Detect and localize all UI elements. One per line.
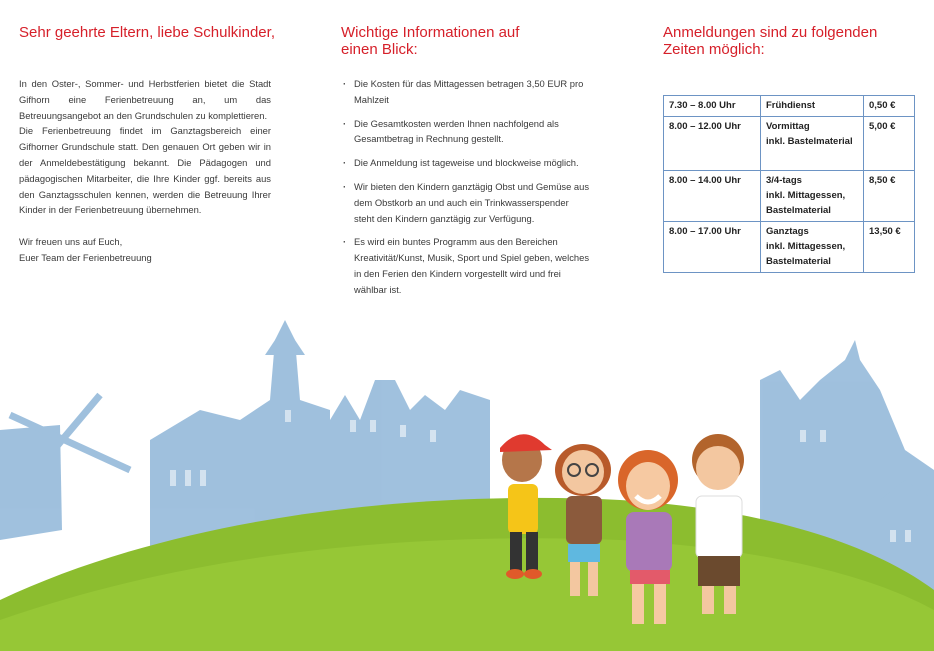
description-line: Bastelmaterial (766, 205, 831, 216)
time-cell: 8.00 – 17.00 Uhr (664, 222, 761, 273)
intro-paragraph-2: Die Ferienbetreuung findet im Ganztagsbereich einer Gifhorner Grundschule statt. Den genauen Ort geben wir in der Anmeldebestätigung bekannt. Die Pädagogen und pädagogischen Mitarbeiter, die Ihre Kinder ggf. bereits aus den Ganztagsschulen kennen, werden die Betreuung Ihrer Kinder in der Ferienbetreuung übernehmen. (19, 125, 271, 216)
price-cell: 8,50 € (864, 171, 915, 222)
info-item: · Die Kosten für das Mittagessen betragen 3,50 EUR pro Mahlzeit (341, 76, 591, 108)
time-cell: 8.00 – 14.00 Uhr (664, 171, 761, 222)
intro-text (19, 76, 271, 266)
town-illustration (0, 300, 934, 651)
greeting-heading: Sehr geehrte Eltern, liebe Schulkinder, (19, 24, 275, 41)
info-item: · Es wird ein buntes Programm aus den Bereichen Kreativität/Kunst, Musik, Sport und Spiel geben, welches in den Ferien den Kindern vorgestellt wird und frei wählbar ist. (341, 234, 591, 297)
description-line: Bastelmaterial (766, 256, 831, 267)
time-cell: 7.30 – 8.00 Uhr (664, 96, 761, 117)
intro-paragraph-1: In den Oster-, Sommer- und Herbstferien bietet die Stadt Gifhorn eine Ferienbetreuung an, um das Betreuungsangebot an den Grundschulen zu komplettieren. (19, 78, 271, 121)
table-row (664, 171, 915, 222)
description-line: Ganztags (766, 226, 809, 237)
info-item: · Die Gesamtkosten werden Ihnen nachfolgend als Gesamtbetrag in Rechnung gestellt. (341, 116, 591, 148)
description-cell (761, 171, 864, 222)
info-item: · Wir bieten den Kindern ganztägig Obst und Gemüse aus dem Obstkorb an und auch ein Trinkwasserspender steht den Kindern ganztägig zur Verfügung. (341, 179, 591, 226)
closing-line-2: Euer Team der Ferienbetreuung (19, 251, 152, 263)
description-line: 3/4-tags (766, 175, 802, 186)
info-list (341, 76, 591, 306)
description-line: Frühdienst (766, 100, 816, 111)
description-cell (761, 222, 864, 273)
schedule-table (663, 95, 915, 273)
price-cell: 13,50 € (864, 222, 915, 273)
description-line: inkl. Bastelmaterial (766, 136, 853, 147)
table-row (664, 222, 915, 273)
info-heading: Wichtige Informationen auf einen Blick: (341, 24, 520, 58)
price-cell: 0,50 € (864, 96, 915, 117)
table-row (664, 117, 915, 171)
registration-heading: Anmeldungen sind zu folgenden Zeiten möglich: (663, 24, 878, 58)
closing-line-1: Wir freuen uns auf Euch, (19, 235, 123, 247)
price-cell: 5,00 € (864, 117, 915, 171)
description-cell (761, 96, 864, 117)
time-cell: 8.00 – 12.00 Uhr (664, 117, 761, 171)
info-item: · Die Anmeldung ist tageweise und blockweise möglich. (341, 155, 591, 171)
description-line: inkl. Mittagessen, (766, 241, 846, 252)
table-row (664, 96, 915, 117)
description-line: inkl. Mittagessen, (766, 190, 846, 201)
description-line: Vormittag (766, 121, 810, 132)
description-cell (761, 117, 864, 171)
